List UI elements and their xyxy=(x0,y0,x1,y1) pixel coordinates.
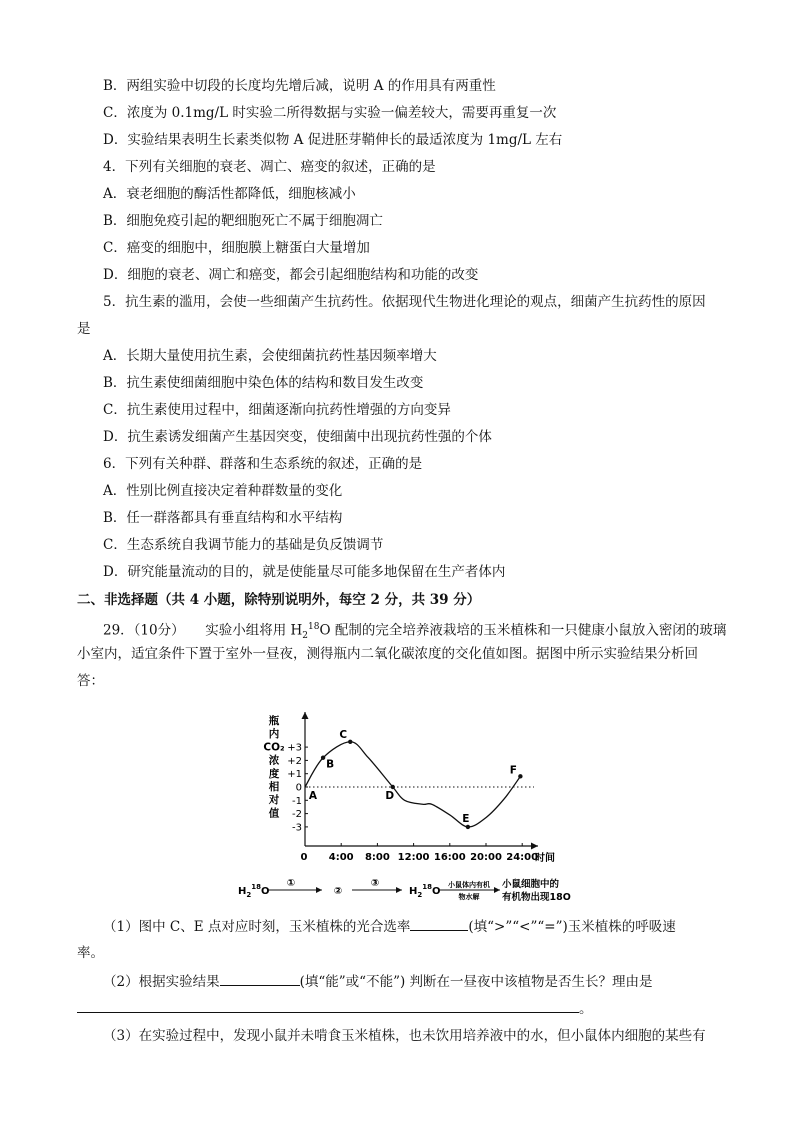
pathway-arrow-bottom: 物水解 xyxy=(458,893,480,901)
point-e-label: E xyxy=(462,812,470,825)
x-tick-label: 0 xyxy=(300,852,308,863)
q5-option-d: D．抗生素诱发细菌产生基因突变，使细菌中出现抗药性强的个体 xyxy=(103,429,492,445)
oxygen-pathway xyxy=(238,878,571,903)
q29-sub2-line2: 。 xyxy=(77,998,593,1019)
answer-blank-3[interactable] xyxy=(77,998,579,1013)
q29-sub2-line1: （2）根据实验结果 (填“能”或“不能”) 判断在一昼夜中该植物是否生长？理由是 xyxy=(103,971,653,992)
pathway-result-1: 小鼠细胞中的 xyxy=(502,879,560,890)
point-e-marker xyxy=(466,825,470,829)
x-tick-label: 16:00 xyxy=(433,852,466,863)
q6-option-a: A．性别比例直接决定着种群数量的变化 xyxy=(103,483,343,499)
x-tick-label: 12:00 xyxy=(397,852,430,863)
point-d-marker xyxy=(391,785,395,789)
pathway-end: $H_2^{18}O$ xyxy=(409,883,441,899)
q4-option-a: A．衰老细胞的酶活性都降低，细胞核减小 xyxy=(103,186,356,202)
q3-option-d: D．实验结果表明生长素类似物 A 促进胚芽鞘伸长的最适浓度为 1mg/L 左右 xyxy=(103,132,563,148)
point-c-label: C xyxy=(339,728,348,741)
co2-curve xyxy=(305,742,520,827)
q4-option-c: C．癌变的细胞中，细胞膜上糖蛋白大量增加 xyxy=(103,240,370,256)
pathway-result-2: 有机物出现18O xyxy=(502,892,571,903)
q4-option-d: D．细胞的衰老、凋亡和癌变，都会引起细胞结构和功能的改变 xyxy=(103,267,479,283)
y-axis-label-char: 瓶 xyxy=(268,715,280,727)
q6-option-c: C．生态系统自我调节能力的基础是负反馈调节 xyxy=(103,537,384,553)
point-c-marker xyxy=(348,740,352,744)
q3-option-b: B．两组实验中切段的长度均先增后减，说明 A 的作用具有两重性 xyxy=(103,78,496,94)
q29-line1: 29．（10分） 实验小组将用 $H_2^{18}O$ 配制的完全培养液栽培的玉米植株和一只健康小鼠放入密闭的玻璃 xyxy=(103,622,727,642)
q29-number: 29．（10分） xyxy=(103,622,185,639)
pathway-start: $H_2^{18}O$ xyxy=(238,883,270,899)
q3-option-c: C．浓度为 0.1mg/L 时实验二所得数据与实验一偏差较大，需要再重复一次 xyxy=(103,105,557,121)
x-tick-label: 20:00 xyxy=(470,852,502,863)
point-f-marker xyxy=(518,774,522,778)
q29-line2: 小室内，适宜条件下置于室外一昼夜，测得瓶内二氧化碳浓度的交化值如图。据图中所示实验结果分析回 xyxy=(77,646,698,662)
x-tick-label: 24:00 xyxy=(506,852,539,863)
y-tick-label: +3 xyxy=(287,742,302,754)
point-b-marker xyxy=(321,756,325,760)
q6-stem: 6．下列有关种群、群落和生态系统的叙述，正确的是 xyxy=(103,456,423,472)
y-axis-label-char: 度 xyxy=(268,767,280,780)
y-axis-label-char: 值 xyxy=(268,807,280,820)
y-tick-label: -2 xyxy=(292,809,302,821)
pathway-step-3: ③ xyxy=(370,878,380,889)
y-axis-label-char: 内 xyxy=(268,728,280,741)
x-tick-label: 4:00 xyxy=(328,852,354,863)
q5-stem: 5．抗生素的滥用，会使一些细菌产生抗药性。依据现代生物进化理论的观点，细菌产生抗药性的原因 xyxy=(103,294,706,310)
q4-stem: 4．下列有关细胞的衰老、凋亡、癌变的叙述，正确的是 xyxy=(103,159,436,175)
pathway-step-2: ② xyxy=(333,886,343,897)
q29-line3: 答： xyxy=(77,673,104,689)
q5-option-c: C．抗生素使用过程中，细菌逐渐向抗药性增强的方向变异 xyxy=(103,402,451,418)
y-tick-label: -3 xyxy=(292,822,302,834)
q29-sub1-line1: （1）图中 C、E 点对应时刻，玉米植株的光合选率 (填“>”“<”“=”)玉米植株的呼吸速 xyxy=(103,916,676,937)
q6-option-d: D．研究能量流动的目的，就是使能量尽可能多地保留在生产者体内 xyxy=(103,564,506,580)
y-tick-label: +1 xyxy=(287,769,302,781)
point-f-label: F xyxy=(509,764,517,777)
q5-stem-cont: 是 xyxy=(77,321,91,337)
y-axis-label-char: CO₂ xyxy=(263,741,285,754)
point-a-label: A xyxy=(308,790,318,802)
x-tick-label: 8:00 xyxy=(364,852,390,863)
q29-sub3: （3）在实验过程中，发现小鼠并未啃食玉米植株，也未饮用培养液中的水，但小鼠体内细胞的某些有 xyxy=(103,1028,706,1044)
pathway-step-1: ① xyxy=(286,878,296,889)
answer-blank-2[interactable] xyxy=(220,971,300,986)
y-tick-label: -1 xyxy=(292,795,302,807)
y-axis-label xyxy=(263,714,285,819)
q5-option-a: A．长期大量使用抗生素，会使细菌抗药性基因频率增大 xyxy=(103,348,437,364)
y-axis-label-char: 相 xyxy=(268,781,280,793)
y-axis-label-char: 浓 xyxy=(268,754,280,767)
answer-blank-1[interactable] xyxy=(410,916,468,931)
point-d-label: D xyxy=(385,790,395,802)
q29-sub1-line2: 率。 xyxy=(77,945,104,961)
q5-option-b: B．抗生素使细菌细胞中染色体的结构和数目发生改变 xyxy=(103,375,424,391)
section2-heading: 二、非选择题（共 4 小题，除特别说明外，每空 2 分，共 39 分） xyxy=(77,592,481,608)
x-axis-label: 时间 xyxy=(535,853,555,864)
q4-option-b: B．细胞免疫引起的靶细胞死亡不属于细胞凋亡 xyxy=(103,213,383,229)
pathway-arrow-top: 小鼠体内有机 xyxy=(448,881,490,889)
q6-option-b: B．任一群落都具有垂直结构和水平结构 xyxy=(103,510,343,526)
y-tick-label: +2 xyxy=(287,755,302,767)
co2-chart xyxy=(238,708,578,904)
point-b-label: B xyxy=(326,758,335,771)
y-axis-label-char: 对 xyxy=(268,794,280,807)
y-tick-label: 0 xyxy=(295,782,302,794)
